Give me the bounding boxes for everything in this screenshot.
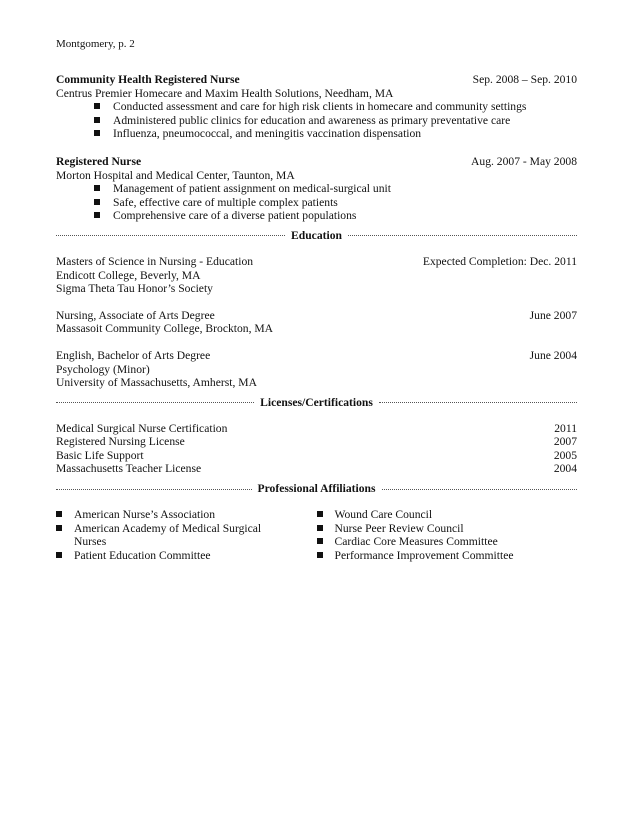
bullet-icon <box>56 511 62 517</box>
job-dates: Sep. 2008 – Sep. 2010 <box>472 73 577 86</box>
section-divider-affiliations <box>56 482 577 496</box>
license-row <box>56 462 577 476</box>
job-dates: Aug. 2007 - May 2008 <box>471 154 577 168</box>
section-divider-education <box>56 229 577 243</box>
education-row <box>56 349 577 363</box>
job-entry <box>56 155 577 223</box>
bullet-icon <box>94 185 100 191</box>
education-row <box>56 255 577 269</box>
education-note: Sigma Theta Tau Honor’s Society <box>56 282 213 296</box>
education-entry <box>56 255 577 296</box>
job-title: Registered Nurse <box>56 154 142 168</box>
dotted-rule <box>379 402 577 403</box>
license-name: Massachusetts Teacher License <box>56 462 202 476</box>
list-item <box>56 549 317 563</box>
licenses-list <box>56 422 577 476</box>
dotted-rule <box>382 489 578 490</box>
bullet-icon <box>94 103 100 109</box>
job-employer: Centrus Premier Homecare and Maxim Health Solutions, Needham, MA <box>56 86 394 100</box>
list-item <box>94 127 577 141</box>
bullet-icon <box>94 212 100 218</box>
license-row <box>56 449 577 463</box>
license-name: Medical Surgical Nurse Certification <box>56 421 228 435</box>
minor: Psychology (Minor) <box>56 362 150 376</box>
license-year: 2004 <box>553 462 577 476</box>
bullet-text: Conducted assessment and care for high risk clients in homecare and community settings <box>113 100 527 114</box>
job-title-row <box>56 73 577 87</box>
dotted-rule <box>56 402 254 403</box>
affiliations-left <box>56 508 317 562</box>
bullet-icon <box>56 552 62 558</box>
affiliations-columns <box>56 508 577 562</box>
affiliation: Patient Education Committee <box>74 548 211 562</box>
bullet-icon <box>317 552 323 558</box>
affiliation: Wound Care Council <box>334 508 433 522</box>
job-bullets <box>56 100 577 141</box>
institution: Massasoit Community College, Brockton, MA <box>56 322 274 336</box>
affiliation: Performance Improvement Committee <box>334 548 514 562</box>
education-entry <box>56 349 577 390</box>
education-entry <box>56 309 577 336</box>
dotted-rule <box>56 489 252 490</box>
bullet-icon <box>94 117 100 123</box>
license-year: 2007 <box>553 435 577 449</box>
affiliations-right <box>317 508 578 562</box>
degree: Masters of Science in Nursing - Education <box>56 254 254 268</box>
bullet-icon <box>94 199 100 205</box>
affiliation: Cardiac Core Measures Committee <box>334 535 498 549</box>
bullet-icon <box>317 525 323 531</box>
job-bullets <box>56 182 577 223</box>
license-row <box>56 422 577 436</box>
license-row <box>56 435 577 449</box>
section-divider-licenses <box>56 396 577 410</box>
job-title: Community Health Registered Nurse <box>56 73 240 86</box>
list-item <box>94 182 577 196</box>
affiliation: Nurse Peer Review Council <box>334 521 464 535</box>
list-item <box>317 522 578 536</box>
affiliation: American Nurse’s Association <box>74 508 216 522</box>
list-item <box>56 522 317 549</box>
list-item <box>94 196 577 210</box>
education-date: June 2007 <box>529 308 577 322</box>
page-header: Montgomery, p. 2 <box>56 38 135 50</box>
bullet-icon <box>317 511 323 517</box>
degree: English, Bachelor of Arts Degree <box>56 348 211 362</box>
resume-content <box>56 73 577 562</box>
list-item <box>94 100 577 114</box>
bullet-text: Administered public clinics for education and awareness as primary preventative care <box>113 113 511 127</box>
section-heading: Professional Affiliations <box>257 482 376 496</box>
institution: Endicott College, Beverly, MA <box>56 268 201 282</box>
bullet-icon <box>56 525 62 531</box>
section-heading: Licenses/Certifications <box>260 395 373 409</box>
bullet-text: Management of patient assignment on medical-surgical unit <box>113 182 391 196</box>
bullet-text: Safe, effective care of multiple complex patients <box>113 195 338 209</box>
job-entry <box>56 73 577 141</box>
institution: University of Massachusetts, Amherst, MA <box>56 376 257 390</box>
dotted-rule <box>348 235 577 236</box>
list-item <box>56 508 317 522</box>
section-heading: Education <box>291 229 342 243</box>
job-title-row <box>56 155 577 169</box>
degree: Nursing, Associate of Arts Degree <box>56 308 215 322</box>
bullet-icon <box>317 538 323 544</box>
dotted-rule <box>56 235 285 236</box>
list-item <box>94 209 577 223</box>
license-year: 2011 <box>554 421 577 435</box>
affiliation: American Academy of Medical Surgical Nurses <box>74 521 262 549</box>
job-employer: Morton Hospital and Medical Center, Taunton, MA <box>56 168 295 182</box>
list-item <box>317 508 578 522</box>
education-date: June 2004 <box>529 348 577 362</box>
license-name: Basic Life Support <box>56 448 144 462</box>
education-row <box>56 309 577 323</box>
list-item <box>317 535 578 549</box>
list-item <box>317 549 578 563</box>
license-year: 2005 <box>553 448 577 462</box>
bullet-icon <box>94 130 100 136</box>
education-date: Expected Completion: Dec. 2011 <box>422 254 577 268</box>
bullet-text: Comprehensive care of a diverse patient populations <box>113 209 357 223</box>
license-name: Registered Nursing License <box>56 435 185 449</box>
bullet-text: Influenza, pneumococcal, and meningitis vaccination dispensation <box>113 127 422 141</box>
list-item <box>94 114 577 128</box>
